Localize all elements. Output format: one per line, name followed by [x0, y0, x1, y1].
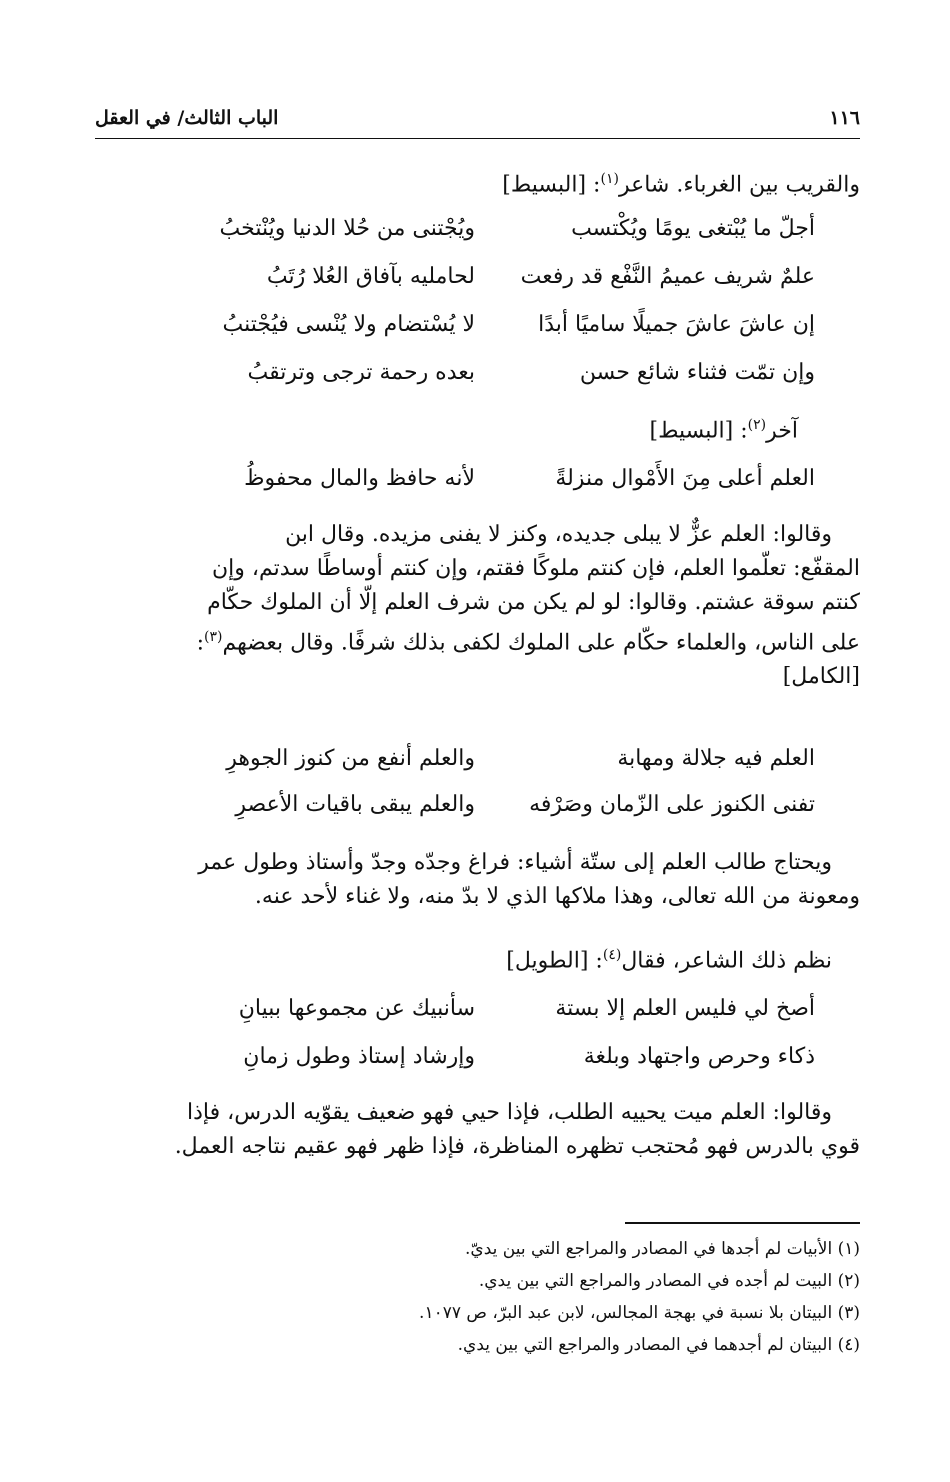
page-number: ١١٦	[829, 107, 860, 129]
footnote-text: الأبيات لم أجدها في المصادر والمراجع التي بين يديّ.	[464, 1239, 833, 1259]
footnote-ref: (٤)	[602, 947, 622, 963]
footnote-separator	[625, 1222, 860, 1224]
intro-text: نظم ذلك الشاعر، فقال	[621, 948, 832, 974]
book-page	[95, 0, 860, 1482]
verse-hemistich: لحامليه بآفاق العُلا رُتَبُ	[266, 264, 475, 289]
footnote-ref: (١)	[600, 171, 619, 187]
running-header	[95, 98, 860, 139]
text-line: قوي بالدرس فهو مُحتجب تظهره المناظرة، فإذا ظهر فهو عقيم نتاجه العمل.	[174, 1134, 860, 1159]
verse-hemistich: بعده رحمة ترجى وترتقبُ	[247, 360, 475, 385]
verse-hemistich: سأنبيك عن مجموعها ببيانِ	[238, 996, 475, 1021]
meter-label: [الكامل]	[782, 664, 860, 690]
text-line: المقفّع: تعلّموا العلم، فإن كنتم ملوكًا فقتم، وإن كنتم أوساطًا سدتم، وإن	[211, 556, 860, 581]
footnote-ref: (٣)	[204, 629, 223, 645]
verse-hemistich: والعلم يبقى باقيات الأعصرِ	[235, 792, 475, 817]
verse-hemistich: تفنى الكنوز على الزّمان وصَرْفه	[529, 792, 815, 817]
text-line: ويحتاج طالب العلم إلى ستّة أشياء: فراغ وجدّه وجدّ وأستاذ وطول عمر	[198, 850, 832, 875]
footnote-3	[419, 1300, 860, 1326]
verse-hemistich: إن عاشَ عاشَ جميلًا ساميًا أبدًا	[538, 312, 815, 337]
footnote-1	[465, 1236, 860, 1262]
text-run: :	[196, 630, 205, 656]
text-line: وقالوا: العلم عزٌّ لا يبلى جديده، وكنز لا يفنى مزيده. وقال ابن	[285, 522, 832, 547]
verse-hemistich: علمٌ شريف عميمُ النَّفْع قد رفعت	[520, 264, 815, 289]
footnote-text: البيت لم أجده في المصادر والمراجع التي بين يدي.	[478, 1271, 833, 1291]
text-run: على الناس، والعلماء حكّام على الملوك لكفى بذلك شرفًا. وقال بعضهم	[222, 630, 860, 656]
footnote-ref: (٢)	[747, 417, 767, 433]
footnote-4	[458, 1332, 860, 1358]
intro-text: آخر	[766, 418, 798, 444]
text-line	[95, 620, 860, 660]
intro-text: والقريب بين الغرباء. شاعر	[618, 172, 860, 198]
footnote-number: (٣)	[837, 1303, 860, 1323]
verse-hemistich: أصخ لي فليس العلم إلا بستة	[555, 996, 815, 1021]
verse-hemistich: وإرشاد إستاذ وطول زمانِ	[243, 1044, 475, 1069]
paragraph-3	[95, 1096, 860, 1164]
verse-hemistich: وإن تمّت فثناء شائع حسن	[579, 360, 815, 385]
meter-label: : [البسيط]	[649, 418, 748, 444]
paragraph-1	[95, 518, 860, 694]
text-line: كنتم سوقة عشتم. وقالوا: لو لم يكن من شرف العلم إلّا أن الملوك حكّام	[207, 590, 860, 615]
footnote-number: (٤)	[837, 1335, 860, 1355]
footnote-number: (٢)	[837, 1271, 860, 1291]
running-title: الباب الثالث/ في العقل	[95, 107, 279, 129]
footnote-2	[479, 1268, 860, 1294]
footnote-text: البيتان لم أجدهما في المصادر والمراجع التي بين يدي.	[457, 1335, 833, 1355]
footnote-number: (١)	[837, 1239, 860, 1259]
intro-line-3	[95, 938, 832, 978]
verse-hemistich: ويُجْتنى من حُلا الدنيا ويُنْتخبُ	[219, 216, 475, 241]
meter-label: : [الطويل]	[506, 948, 603, 974]
text-line: ومعونة من الله تعالى، وهذا ملاكها الذي لا بدّ منه، ولا غناء لأحد عنه.	[254, 884, 860, 909]
verse-hemistich: ذكاء وحرص واجتهاد وبلغة	[583, 1044, 815, 1069]
verse-hemistich: والعلم أنفع من كنوز الجوهرِ	[226, 746, 475, 771]
text-line: وقالوا: العلم ميت يحييه الطلب، فإذا حيي فهو ضعيف يقوّيه الدرس، فإذا	[186, 1100, 832, 1125]
verse-hemistich: العلم فيه جلالة ومهابة	[617, 746, 815, 771]
verse-hemistich: لأنه حافظ والمال محفوظُ	[244, 466, 475, 491]
verse-hemistich: العلم أعلى مِنَ الأَمْوال منزلةً	[555, 466, 815, 491]
meter-label: : [البسيط]	[502, 172, 601, 198]
footnote-text: البيتان بلا نسبة في بهجة المجالس، لابن عبد البرّ، ص ١٠٧٧.	[419, 1303, 833, 1323]
verse-hemistich: أجلّ ما يُبْتغى يومًا ويُكْتسب	[571, 216, 815, 241]
intro-line-2	[95, 408, 798, 448]
paragraph-2	[95, 846, 860, 914]
intro-line-1	[95, 162, 860, 202]
verse-hemistich: لا يُسْتضام ولا يُنْسى فيُجْتنبُ	[222, 312, 475, 337]
